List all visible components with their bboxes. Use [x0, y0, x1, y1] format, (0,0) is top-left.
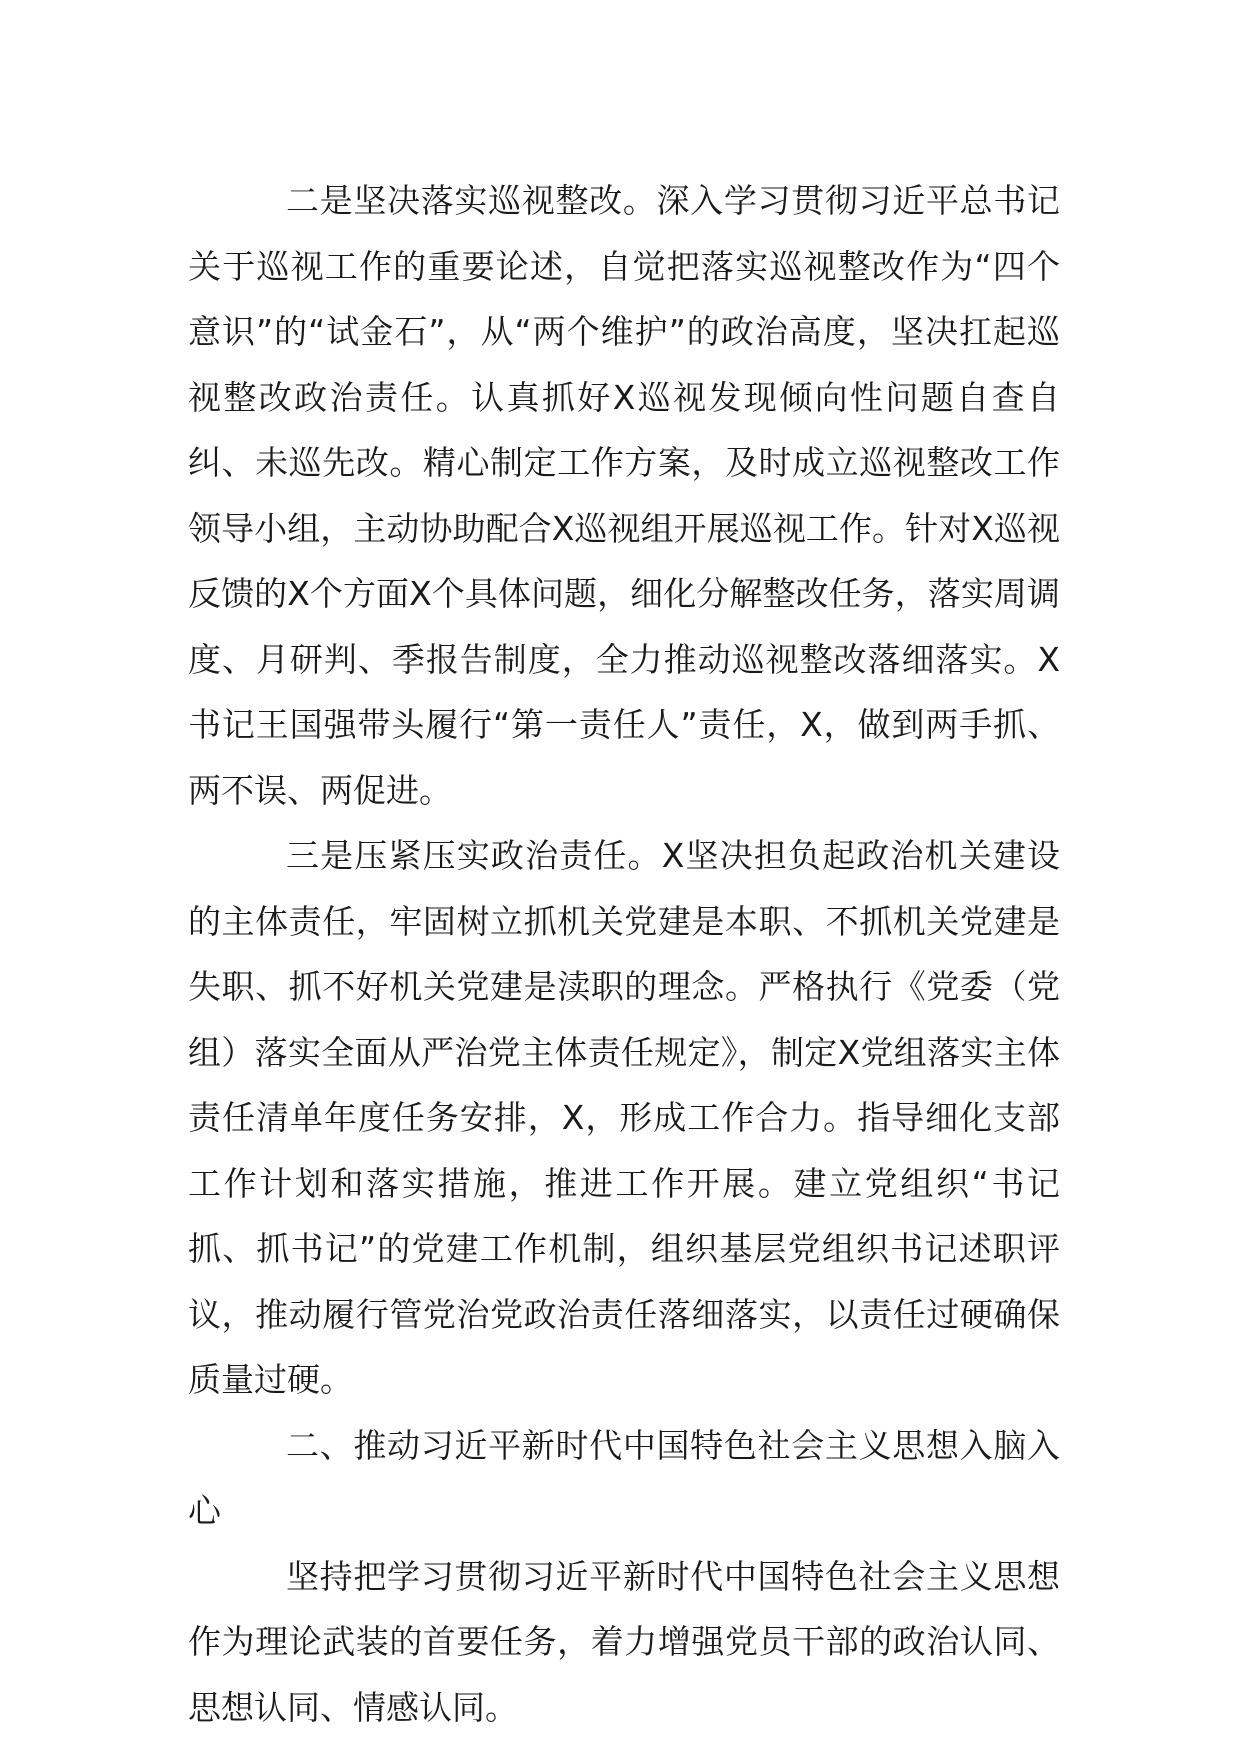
document-body	[188, 168, 1060, 1740]
paragraph-theory-study: 坚持把学习贯彻习近平新时代中国特色社会主义思想作为理论武装的首要任务，着力增强党员干部的政治认同、思想认同、情感认同。	[188, 1556, 1060, 1727]
paragraph-political-responsibility: 三是压紧压实政治责任。X坚决担负起政治机关建设的主体责任，牢固树立抓机关党建是本职、不抓机关党建是失职、抓不好机关党建是渎职的理念。严格执行《党委（党组）落实全面从严治党主体责任规定》，制定X党组落实主体责任清单年度任务安排，X，形成工作合力。指导细化支部工作计划和落实措施，推进工作开展。建立党组织“书记抓、抓书记”的党建工作机制，组织基层党组织书记述职评议，推动履行管党治党政治责任落细落实，以责任过硬确保质量过硬。	[188, 836, 1060, 1399]
section-heading: 二、推动习近平新时代中国特色社会主义思想入脑入心	[188, 1425, 1060, 1530]
paragraph-inspection-rectification: 二是坚决落实巡视整改。深入学习贯彻习近平总书记关于巡视工作的重要论述，自觉把落实巡视整改作为“四个意识”的“试金石”，从“两个维护”的政治高度，坚决扛起巡视整改政治责任。认真抓好X巡视发现倾向性问题自查自纠、未巡先改。精心制定工作方案，及时成立巡视整改工作领导小组，主动协助配合X巡视组开展巡视工作。针对X巡视反馈的X个方面X个具体问题，细化分解整改任务，落实周调度、月研判、季报告制度，全力推动巡视整改落细落实。X书记王国强带头履行“第一责任人”责任，X，做到两手抓、两不误、两促进。	[188, 181, 1060, 810]
